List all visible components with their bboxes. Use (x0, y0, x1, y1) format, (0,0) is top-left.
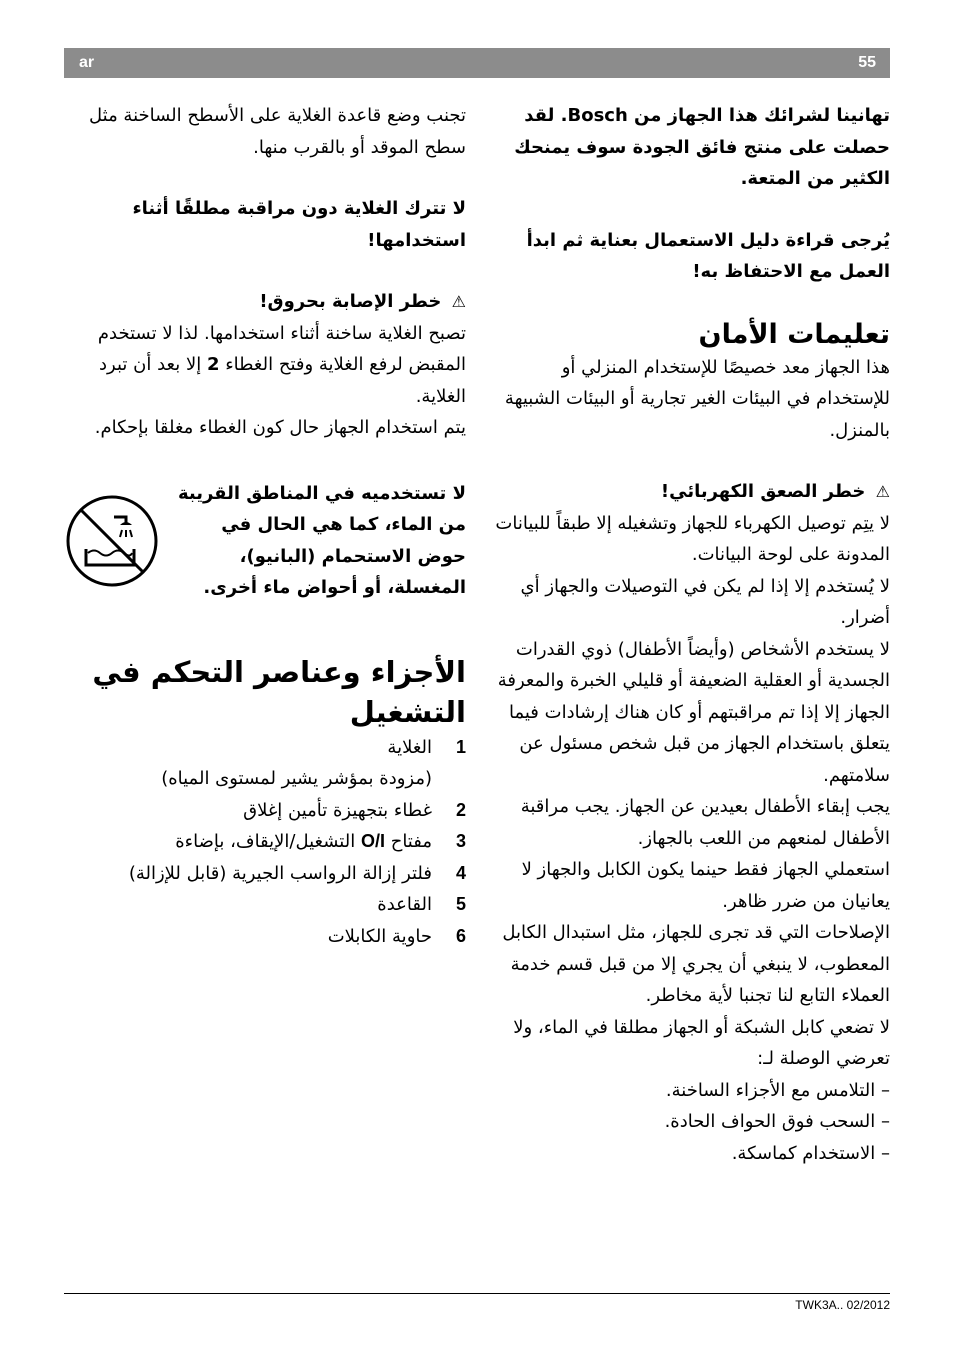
electric-paragraph: لا يتِم توصيل الكهرباء للجهاز وتشغيله إلا طبقاً للبيانات المدونة على لوحة البيانات. (495, 512, 890, 565)
parts-list-item (64, 921, 466, 953)
part-label: مفتاح O/I التشغيل/الإيقاف، بإضاءة (175, 831, 432, 852)
parts-list-item (64, 889, 466, 921)
part-number: 1 (455, 736, 466, 757)
intro-text: تهانينا لشرائك هذا الجهاز من Bosch. لقد حصلت على منتج فائق الجودة سوف يمنحك الكثير من المتعة. (514, 105, 890, 189)
electric-warning-title: خطر الصعق الكهربائي! (660, 481, 866, 502)
read-manual-text: يُرجى قراءة دليل الاستعمال بعناية ثم ابدأ العمل مع الاحتفاظ به! (526, 229, 890, 282)
parts-list-item (64, 795, 466, 827)
left-column (64, 100, 466, 952)
warning-triangle-icon: ⚠ (451, 292, 466, 311)
part-label: فلتر إزالة الرواسب الجيرية (قابل للإزالة) (128, 862, 432, 884)
part-label: القاعدة (377, 894, 432, 915)
footer-divider (64, 1293, 890, 1294)
part-number (432, 763, 466, 795)
electric-paragraph: الإصلاحات التي قد تجرى للجهاز، مثل استبدال الكابل المعطوب، لا ينبغي أن يجري إلا من قبل قسم خدمة العملاء التابع لنا تجنبا لأية مخاطر. (502, 922, 890, 1006)
page-number: 55 (858, 54, 876, 71)
dash-item: – التلامس مع الأجزاء الساخنة. (665, 1079, 890, 1101)
electric-warning-heading (490, 476, 890, 508)
part-number: 4 (455, 862, 466, 883)
part-number: 5 (455, 894, 466, 914)
part-label: غطاء بتجهيزة تأمين إغلاق (243, 799, 432, 821)
electric-paragraph: لا تضعي كابل الشبكة أو الجهاز مطلقا في الماء، ولا تعرضي الوصلة لـ: (513, 1016, 890, 1069)
page-header-bar (64, 48, 890, 78)
electric-paragraph: يجب إبقاء الأطفال بعيدين عن الجهاز. يجب مراقبة الأطفال لمنعهم من اللعب بالجهاز. (520, 796, 890, 849)
part-label: (مزودة بمؤشر يشير لمستوى المياه) (161, 768, 432, 789)
parts-list-item (64, 826, 466, 858)
safety-heading: تعليمات الأمان (698, 318, 890, 350)
part-label: حاوية الكابلات (327, 925, 432, 947)
burn-text-suffix: إلا بعد أن تبرد الغلاية. (99, 354, 466, 407)
electric-paragraph: استعملي الجهاز فقط حينما يكون الكابل والجهاز لا يعانيان من ضرر ظاهر. (521, 859, 890, 912)
water-note (64, 478, 466, 604)
parts-list-item (64, 763, 466, 795)
part-number: 3 (455, 831, 466, 851)
electric-paragraph: لا يُستخدم إلا إذا لم يكن في التوصيلات والجهاز أي أضرار. (520, 575, 890, 628)
dash-item: – الاستخدام كماسكة. (731, 1142, 890, 1164)
water-note-text: لا تستخدميه في المناطق القريبة من الماء، كما هي الحال في حوض الاستحمام (البانيو)، المغسلة، أو أحواض ماء أخرى. (177, 482, 466, 598)
burn-warning-heading (64, 286, 466, 318)
burn-text-prefix: تصبح الغلاية ساخنة أثناء استخدامها. لذا لا تستخدم المقبض لرفع الغلاية وفتح الغطاء (97, 322, 466, 375)
part-number: 2 (455, 799, 466, 820)
lid-closed-text: يتم استخدام الجهاز حال كون الغطاء مغلقا بإحكام. (94, 417, 466, 438)
parts-list (64, 732, 466, 953)
hot-surfaces-text: تجنب وضع قاعدة الغلاية على الأسطح الساخنة مثل سطح الموقد أو بالقرب منها. (89, 105, 466, 158)
part-label: الغلاية (387, 736, 432, 758)
part-reference: 2 (206, 354, 220, 375)
safety-intro: هذا الجهاز معد خصيصًا للإستخدام المنزلي أو للإستخدام في البيئات الغير تجارية أو البيئات الشبيهة بالمنزل. (504, 356, 890, 441)
right-column (490, 100, 890, 1169)
no-water-use-icon (64, 493, 160, 589)
dash-item: – السحب فوق الحواف الحادة. (664, 1111, 890, 1132)
no-unattended-text: لا تترك الغلاية دون مراقبة مطلقًا أثناء استخدامها! (132, 198, 466, 251)
part-number: 6 (455, 925, 466, 946)
language-code: ar (79, 54, 95, 71)
burn-warning-title: خطر الإصابة بحروق! (259, 291, 442, 312)
parts-heading: الأجزاء وعناصر التحكم في التشغيل (92, 654, 466, 729)
warning-triangle-icon: ⚠ (875, 482, 890, 501)
footer-text: TWK3A.. 02/2012 (795, 1298, 890, 1312)
parts-list-item (64, 732, 466, 764)
switch-code: O/I (360, 831, 385, 851)
parts-list-item (64, 858, 466, 890)
burn-paragraph (64, 318, 466, 413)
electric-paragraph: لا يستخدم الأشخاص (وأيضاً الأطفال) ذوي القدرات الجسدية أو العقلية الضعيفة أو قليلي الخبرة والمعرفة الجهاز إلا إذا تم مراقبتهم أو كان هناك إرشادات فيما يتعلق باستخدام الجهاز من قبل شخص مسئول عن سلامتهم. (497, 638, 890, 786)
